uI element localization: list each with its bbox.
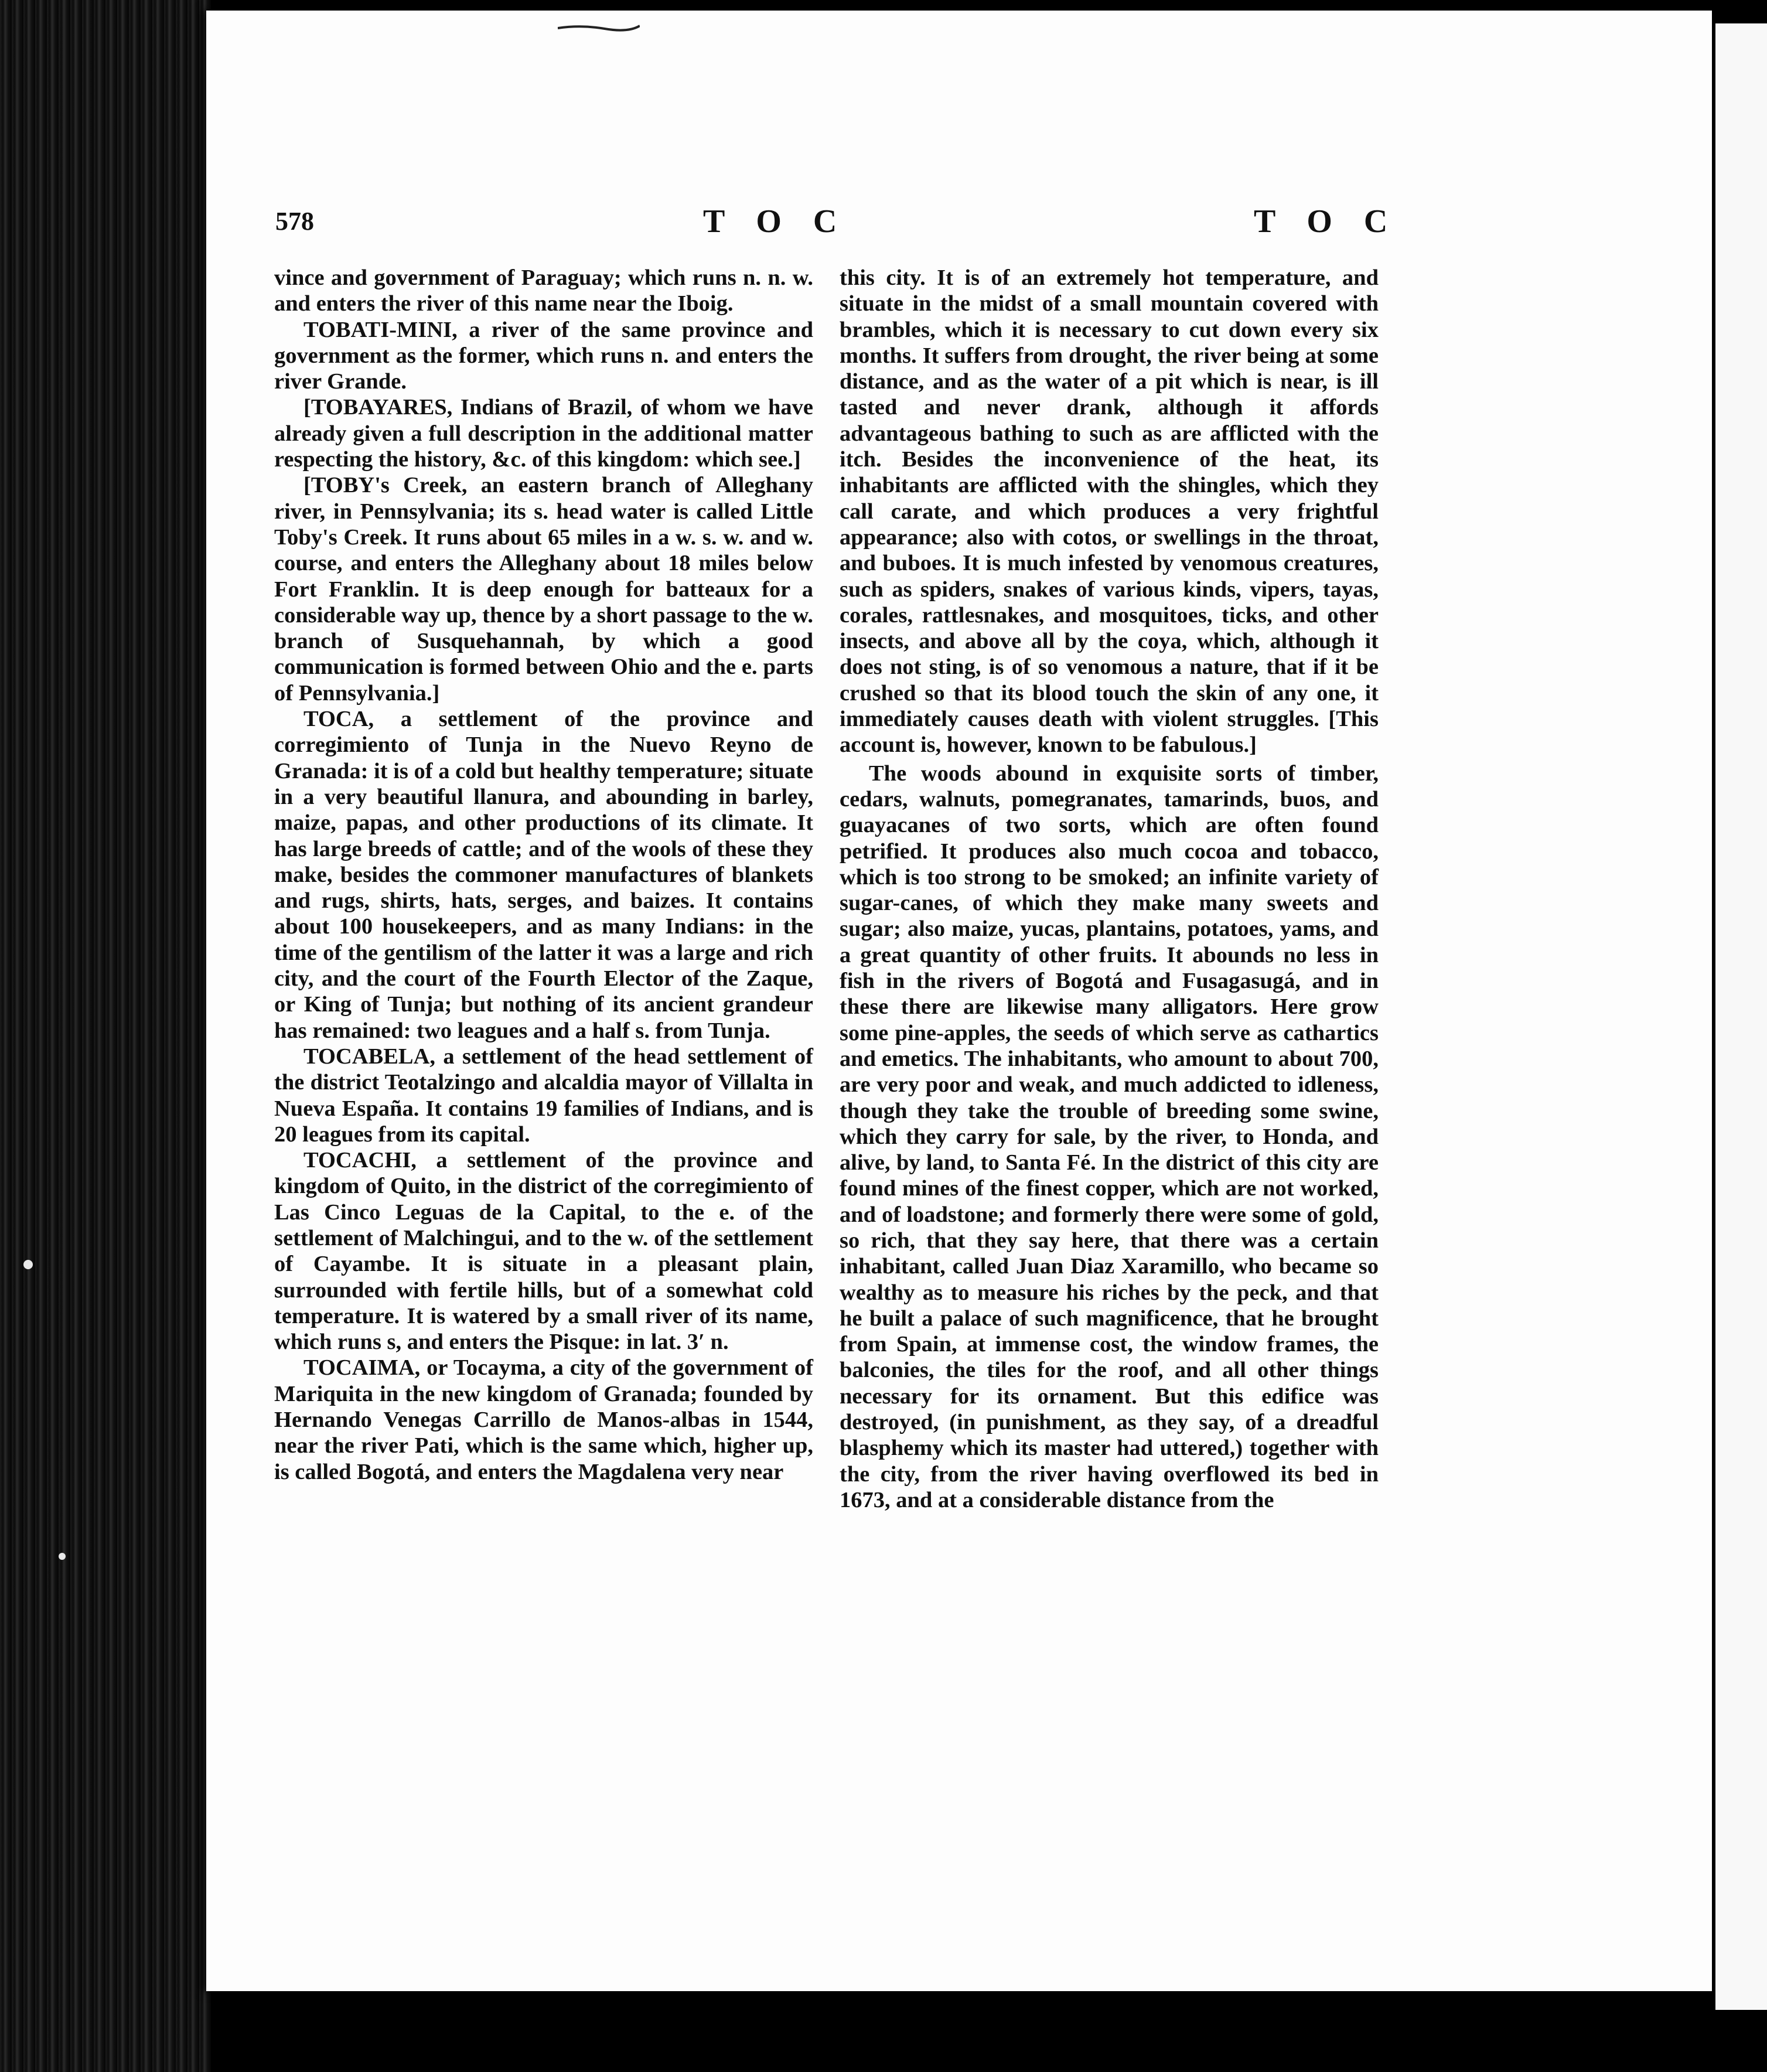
entry: vince and government of Paraguay; which runs n. n. w. and enters the river of this name near the Iboig. [274,265,813,316]
headword: TOCACHI, [303,1148,417,1173]
book-spine-edge [0,0,211,2072]
entry: [TOBAYARES, Indians of Brazil, of whom we have already given a full description in the additional matter respecting the history, &c. of this kingdom: which see.] [274,395,814,472]
page-header [0,203,1767,253]
headword: [TOBAYARES, [303,395,453,420]
headword: [TOBY's [303,473,390,498]
scan-speck [23,1260,33,1269]
entry: TOCABELA, a settlement of the head settlement of the district Teotalzingo and alcaldia mayor of Villalta in Nueva España. It contains 19 families of Indians, and is 20 leagues from its capital. [274,1044,814,1147]
entry: TOCAIMA, or Tocayma, a city of the government of Mariquita in the new kingdom of Granada; founded by Hernando Venegas Carrillo de Manos-albas in 1544, near the river Pati, which is the same which, higher up, is called Bogotá, and enters the Magdalena very near [274,1355,813,1484]
running-head-right: T O C [1254,203,1400,240]
right-column [840,265,1379,1513]
left-column [274,265,813,1485]
headword: TOCABELA, [303,1044,436,1069]
scan-speck [59,1553,66,1560]
entry: TOCACHI, a settlement of the province and kingdom of Quito, in the district of the corregimiento of Las Cinco Leguas de la Capital, to the e. of the settlement of Malchingui, and to the w. of the settlement of Cayambe. It is situate in a pleasant plain, surrounded with fertile hills, but of a somewhat cold temperature. It is watered by a small river of its name, which runs s, and enters the Pisque: in lat. 3′ n. [274,1148,813,1355]
entry: TOBATI-MINI, a river of the same province and government as the former, which runs n. and enters the river Grande. [274,317,814,394]
headword: TOCAIMA, [303,1355,421,1381]
entry: [TOBY's Creek, an eastern branch of Alleghany river, in Pennsylvania; its s. head water is called Little Toby's Creek. It runs about 65 miles in a w. s. w. and w. course, and enters the Alleghany about 18 miles below Fort Franklin. It is deep enough for batteaux for a considerable way up, thence by a short passage to the w. branch of Susquehannah, by which a good communication is formed between Ohio and the e. parts of Pennsylvania.] [274,473,813,706]
entry: TOCA, a settlement of the province and corregimiento of Tunja in the Nuevo Reyno de Granada: it is of a cold but healthy temperature; situate in a very beautiful llanura, and abounding in barley, maize, papas, and other productions of its climate. It has large breeds of cattle; and of the wools of these they make, besides the commoner manufactures of blankets and rugs, shirts, hats, serges, and baizes. It contains about 100 housekeepers, and as many Indians: in the time of the gentilism of the latter it was a large and rich city, and the court of the Fourth Elector of the Zaque, or King of Tunja; but nothing of its ancient grandeur has remained: two leagues and a half s. from Tunja. [274,707,814,1043]
ink-mark-icon [558,23,640,32]
running-head-left: T O C [703,203,849,240]
paragraph: The woods abound in exquisite sorts of timber, cedars, walnuts, pomegranates, tamarinds, buos, and guayacanes of two sorts, which are often found petrified. It produces also much cocoa and tobacco, which is too strong to be smoked; an infinite variety of sugar-canes, of which they make many sweets and sugar; also maize, yucas, plantains, potatoes, yams, and a great quantity of other fruits. It abounds no less in fish in the rivers of Bogotá and Fusagasugá, and in these there are likewise many alligators. Here grow some pine-apples, the seeds of which serve as cathartics and emetics. The inhabitants, who amount to about 700, are very poor and weak, and much addicted to idleness, though they take the trouble of breeding some swine, which they carry for sale, by the river, to Honda, and alive, by land, to Santa Fé. In the district of this city are found mines of the finest copper, which are not worked, and of loadstone; and formerly there were some of gold, so rich, that they say here, that there was a certain inhabitant, called Juan Diaz Xaramillo, who became so wealthy as to measure his riches by the peck, and that he built a palace of such magnificence, that he brought from Spain, at immense cost, the window frames, the balconies, the tiles for the roof, and all other things necessary for its ornament. But this edifice was destroyed, (in punishment, as they say, of a dreadful blasphemy which its master had uttered,) together with the city, from the river having overflowed its bed in 1673, and at a considerable distance from the [840,761,1379,1512]
facing-page-edge [1715,23,1767,2010]
page-number: 578 [275,207,314,236]
headword: TOCA, [303,707,374,732]
headword: TOBATI-MINI, [303,317,458,342]
paragraph: this city. It is of an extremely hot temperature, and situate in the midst of a small mountain covered with brambles, which it is necessary to cut down every six months. It suffers from drought, the river being at some distance, and as the water of a pit which is near, is ill tasted and never drank, although it affords advantageous bathing to such as are afflicted with the itch. Besides the inconvenience of the heat, its inhabitants are afflicted with the shingles, which they call carate, and which produces a very frightful appearance; also with cotos, or swellings in the throat, and buboes. It is much infested by venomous creatures, such as spiders, snakes of various kinds, vipers, tayas, corales, rattlesnakes, and mosquitoes, ticks, and other insects, and above all by the coya, which, although it does not sting, is of so venomous a nature, that if it be crushed so that its blood touch the skin of any one, it immediately causes death with violent struggles. [This account is, however, known to be fabulous.] [840,265,1379,758]
